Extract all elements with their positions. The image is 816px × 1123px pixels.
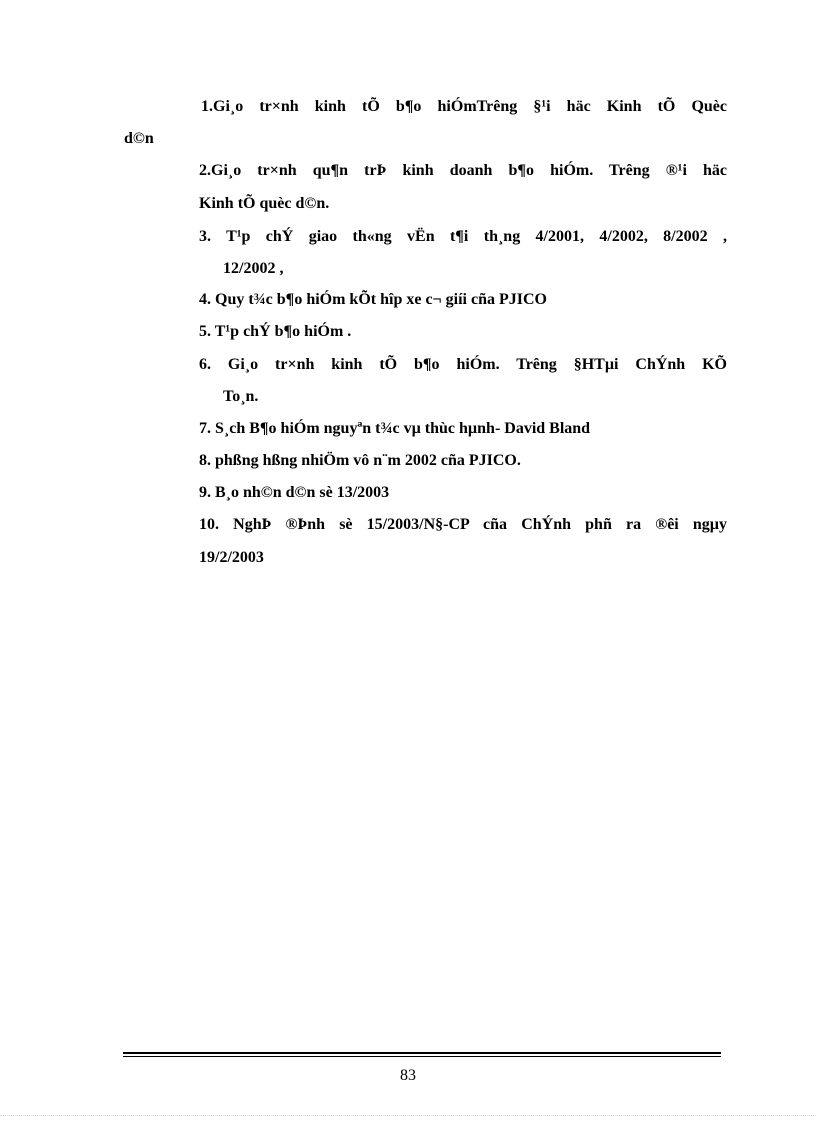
reference-item-4: 4. Quy t¾c b¶o hiÓm kÕt hîp xe c¬ giíi cña PJICO (199, 291, 547, 308)
reference-item-6-line-2: To¸n. (223, 388, 259, 405)
reference-item-1-line-1: 1.Gi¸o tr×nh kinh tÕ b¶o hiÓmTrêng §¹i häc Kinh tÕ Quèc (201, 98, 727, 115)
reference-item-3-line-2: 12/2002 , (223, 260, 284, 277)
footer-divider (123, 1052, 721, 1056)
reference-item-8: 8. phßng hßng nhiÖm vô n¨m 2002 cña PJICO. (199, 452, 521, 469)
reference-item-1-line-2: d©n (124, 130, 154, 147)
reference-item-7: 7. S¸ch B¶o hiÓm nguyªn t¾c vµ thùc hµnh- David Bland (199, 420, 591, 437)
reference-item-6-line-1: 6. Gi¸o tr×nh kinh tÕ b¶o hiÓm. Trêng §HTµi ChÝnh KÕ (199, 356, 727, 373)
reference-item-2-line-1: 2.Gi¸o tr×nh qu¶n trÞ kinh doanh b¶o hiÓm. Trêng ®¹i häc (199, 162, 727, 179)
reference-item-2-line-2: Kinh tÕ quèc d©n. (199, 195, 330, 212)
page-number: 83 (400, 1067, 416, 1084)
page-bottom-dotted-edge (0, 1115, 816, 1116)
reference-item-10-line-2: 19/2/2003 (199, 549, 264, 566)
reference-item-10-line-1: 10. NghÞ ®Þnh sè 15/2003/N§-CP cña ChÝnh phñ ra ®êi ngµy (199, 516, 727, 533)
reference-item-9: 9. B¸o nh©n d©n sè 13/2003 (199, 484, 390, 501)
reference-item-3-line-1: 3. T¹p chÝ giao th«ng vËn t¶i th¸ng 4/2001, 4/2002, 8/2002 , (199, 228, 727, 245)
reference-item-5: 5. T¹p chÝ b¶o hiÓm . (199, 323, 352, 340)
